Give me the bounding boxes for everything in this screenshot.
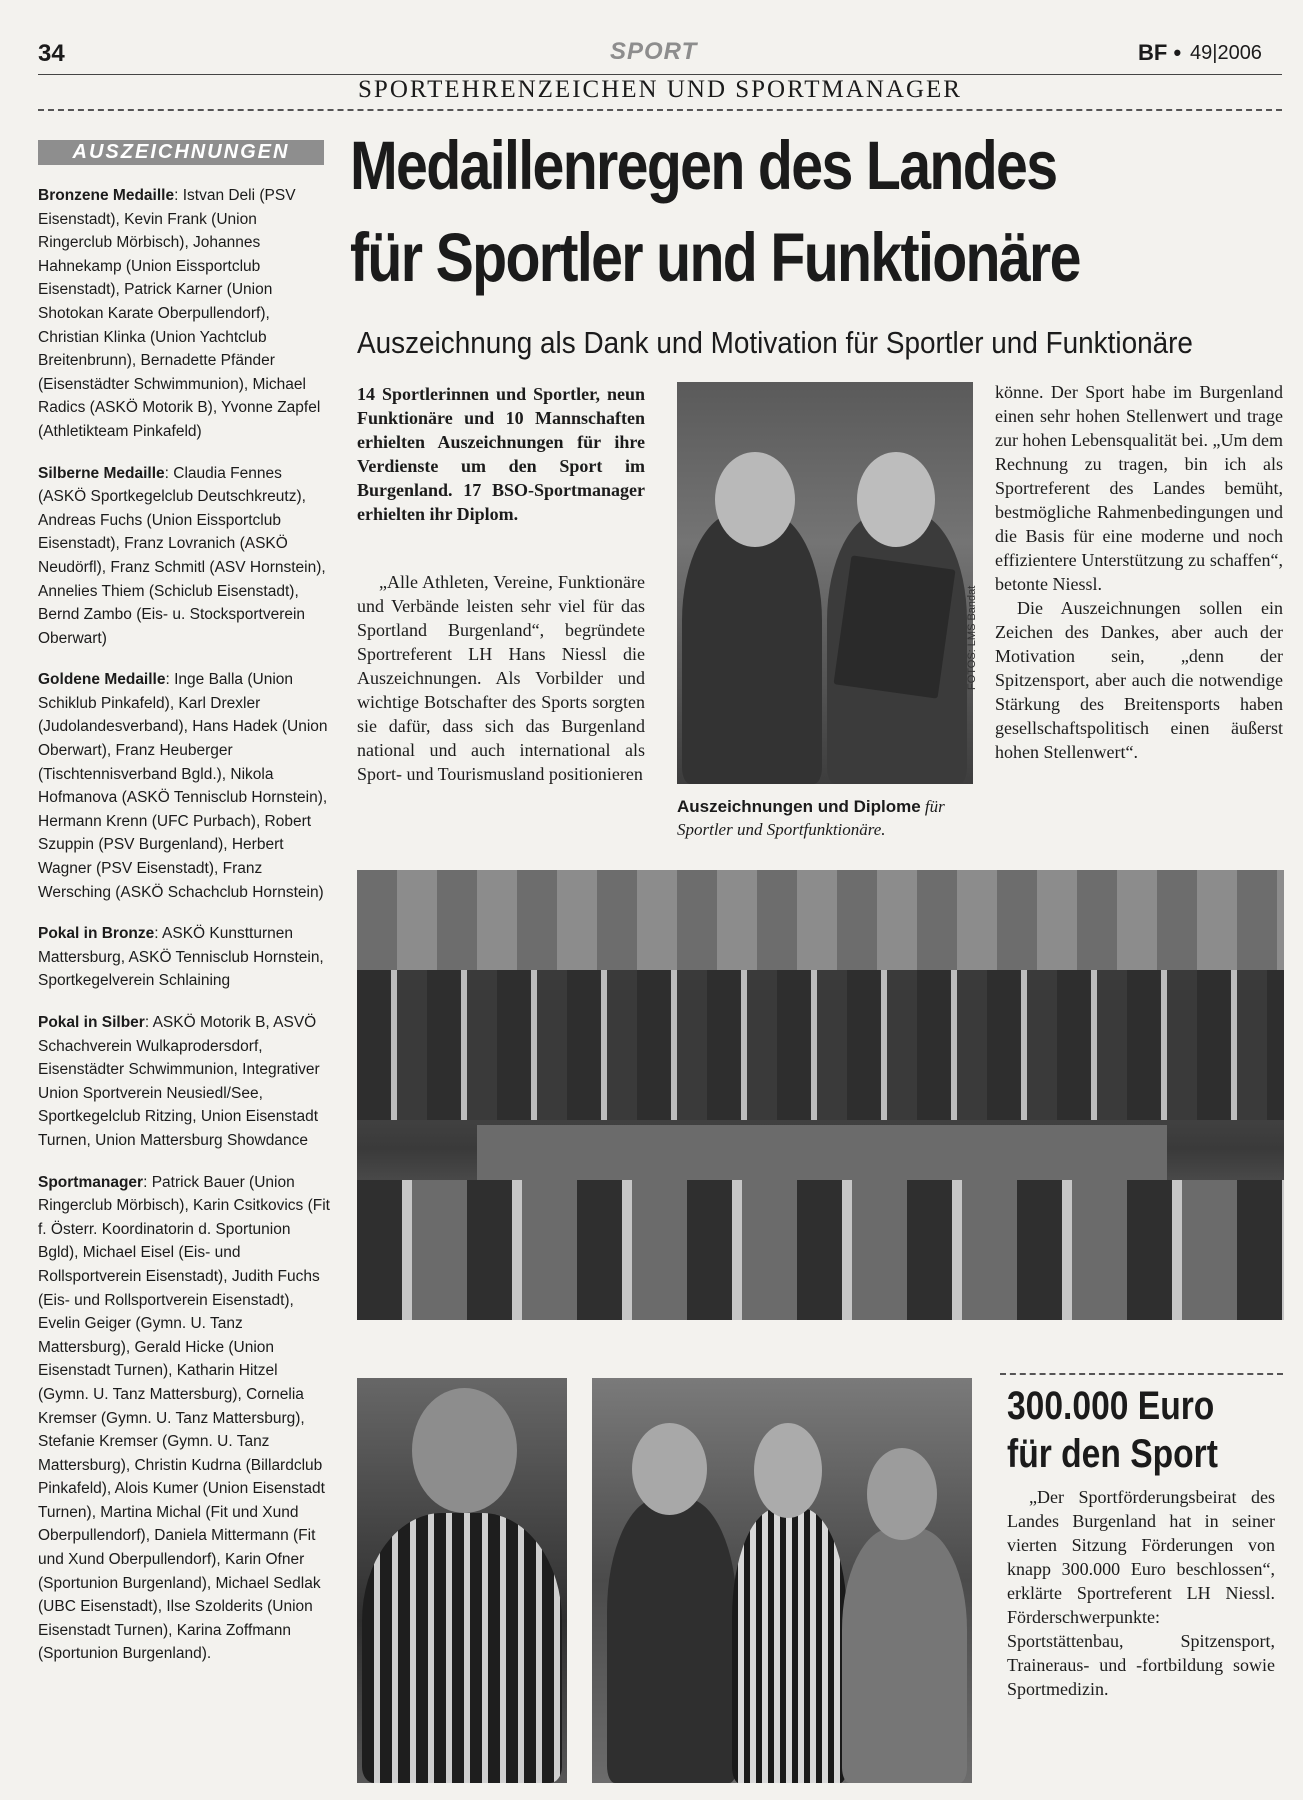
award-group-label: Bronzene Medaille [38,187,175,204]
award-group-label: Pokal in Bronze [38,925,155,943]
body-paragraph: Die Auszeichnungen sollen ein Zeichen des Dankes, aber auch der Motivation sein, „denn der Spitzensport, aber auch die notwendige Stärkung des Breitensports haben gesellschaftspolitisch einen äußerst hohen Stellenwert“. [995,598,1283,762]
award-group-label: Goldene Medaille [38,671,166,689]
box-title-line-2: für den Sport [1007,1432,1218,1476]
headline-line-2: für Sportler und Funktionäre [350,219,1080,296]
header-dashed-rule [38,109,1282,111]
award-group-text: : Inge Balla (Union Schiklub Pinkafeld), Karl Drexler (Judolandesverband), Hans Hadek (Union Oberwart), Franz Heuberger (Tischtennisverband Bgld.), Nikola Hofmanova (ASKÖ Tennisclub Hornstein), Hermann Krenn (UFC Purbach), Robert Szuppin (PSV Burgenland), Herbert Wagner (PSV Eisenstadt), Franz Wersching (ASKÖ Schachclub Hornstein) [38,671,328,901]
article-headline [350,120,1122,304]
photo-credit: FOTOS: LMS Bandat [966,585,978,690]
article-body-column-2 [995,380,1283,764]
award-group-silver-medal [38,462,330,651]
body-paragraph: „Alle Athleten, Vereine, Funktionäre und Verbände leisten sehr viel für das Sportland Burgenland“, begründete Sportreferent LH Hans Niessl die Auszeichnungen. Als Vorbilder und wichtige Botschafter des Sports sorgten sie dafür, dass sich das Burgenland national und auch international als Sport- und Tourismusland positionieren [357,572,645,784]
award-group-text: : ASKÖ Motorik B, ASVÖ Schachverein Wulkaprodersdorf, Eisenstädter Schwimmunion, Integrativer Union Sportverein Neusiedl/See, Sportkegelclub Ritzing, Union Eisenstadt Turnen, Union Mattersburg Showdance [38,1014,320,1149]
section-subheading: SPORTEHRENZEICHEN UND SPORTMANAGER [358,76,962,103]
issue-separator: • [1173,40,1182,65]
photo-group-award-winners [357,870,1284,1320]
box-title-line-1: 300.000 Euro [1007,1384,1215,1428]
award-group-text: : Istvan Deli (PSV Eisenstadt), Kevin Frank (Union Ringerclub Mörbisch), Johannes Hahnekamp (Union Eissportclub Eisenstadt), Patrick Karner (Union Shotokan Karate Oberpullendorf), Christian Klinka (Union Yachtclub Breitenbrunn), Bernadette Pfänder (Eisenstädter Schwimmunion), Michael Radics (ASKÖ Motorik B), Yvonne Zapfel (Athletikteam Pinkafeld) [38,187,321,440]
award-group-bronze-cup [38,922,330,993]
award-group-silver-cup [38,1011,330,1153]
caption-bold: Auszeichnungen und Diplome [677,797,921,816]
photo-young-athlete [357,1378,567,1783]
award-group-text: : Claudia Fennes (ASKÖ Sportkegelclub Deutschkreutz), Andreas Fuchs (Union Eissportclub Eisenstadt), Franz Lovranich (ASKÖ Neudörfl), Franz Schmitl (ASV Hornstein), Annelies Thiem (Schiclub Eisenstadt), Bernd Zambo (Eis- u. Stocksportverein Oberwart) [38,464,326,647]
caption-italic: für Sportler und Sportfunktionäre. [677,797,945,839]
box-paragraph: „Der Sportförderungsbeirat des Landes Burgenland hat in seiner vierten Sitzung Förderungen von knapp 300.000 Euro beschlossen“, erklärte Sportreferent LH Niessl. Förderschwerpunkte: Sportstättenbau, Spitzensport, Traineraus- und -fortbildung sowie Sportmedizin. [1007,1487,1275,1699]
award-group-label: Silberne Medaille [38,464,165,482]
award-group-label: Pokal in Silber [38,1014,145,1031]
photo-award-presentation [677,382,973,784]
award-group-text: : ASKÖ Kunstturnen Mattersburg, ASKÖ Tennisclub Hornstein, Sportkegelverein Schlaining [38,925,324,990]
body-paragraph: könne. Der Sport habe im Burgenland einen sehr hohen Stellenwert und trage zur hohen Lebensqualität bei. „Um dem Rechnung zu tragen, bin ich als Sportreferent des Landes bemüht, bestmögliche Rahmenbedingungen und die Basis für eine moderne und noch effizientere Unterstützung zu schaffen“, betonte Niessl. [995,382,1283,594]
header-rule [38,74,1282,75]
box-body [1007,1485,1275,1701]
award-group-label: Sportmanager [38,1173,144,1191]
publication-abbrev: BF • [1138,40,1182,65]
awards-title: AUSZEICHNUNGEN [38,140,324,165]
article-subheadline: Auszeichnung als Dank und Motivation für Sportler und Funktionäre [357,325,1193,360]
article-lead: 14 Sportlerinnen und Sportler, neun Funktionäre und 10 Mannschaften erhielten Auszeichnungen für ihre Verdienste um den Sport im Burgenland. 17 BSO-Sportmanager erhielten ihr Diplom. [357,384,645,524]
section-label: SPORT [610,38,698,65]
award-group-sportmanager [38,1171,330,1666]
photo-officials-with-athletes [592,1378,972,1783]
award-group-text: : Patrick Bauer (Union Ringerclub Mörbisch), Karin Csitkovics (Fit f. Österr. Koordinatorin d. Sportunion Bgld), Michael Eisel (Eis- und Rollsportverein Eisenstadt), Judith Fuchs (Eis- und Rollsportverein Eisenstadt), Evelin Geiger (Gymn. U. Tanz Mattersburg), Gerald Hicke (Union Eisenstadt Turnen), Katharin Hitzel (Gymn. U. Tanz Mattersburg), Cornelia Kremser (Gymn. U. Tanz Mattersburg), Stefanie Kremser (Gymn. U. Tanz Mattersburg), Christin Kudrna (Billardclub Pinkafeld), Alois Kumer (Union Eisenstadt Turnen), Martina Michal (Fit und Xund Oberpullendorf), Daniela Mittermann (Fit und Xund Oberpullendorf), Karin Ofner (Sportunion Burgenland), Michael Sedlak (UBC Eisenstadt), Ilse Szolderits (Union Eisenstadt Turnen), Karina Zoffmann (Sportunion Burgenland). [38,1173,330,1663]
issue-number: 49|2006 [1190,42,1262,64]
box-title [1007,1382,1218,1478]
headline-line-1: Medaillenregen des Landes [350,127,1057,204]
photo-caption [677,795,977,841]
award-group-gold-medal [38,668,330,904]
article-body-column-1 [357,570,645,786]
awards-list [38,184,330,1684]
page-number: 34 [38,40,65,67]
box-dashed-rule [1000,1373,1283,1375]
award-group-bronze-medal [38,184,330,444]
